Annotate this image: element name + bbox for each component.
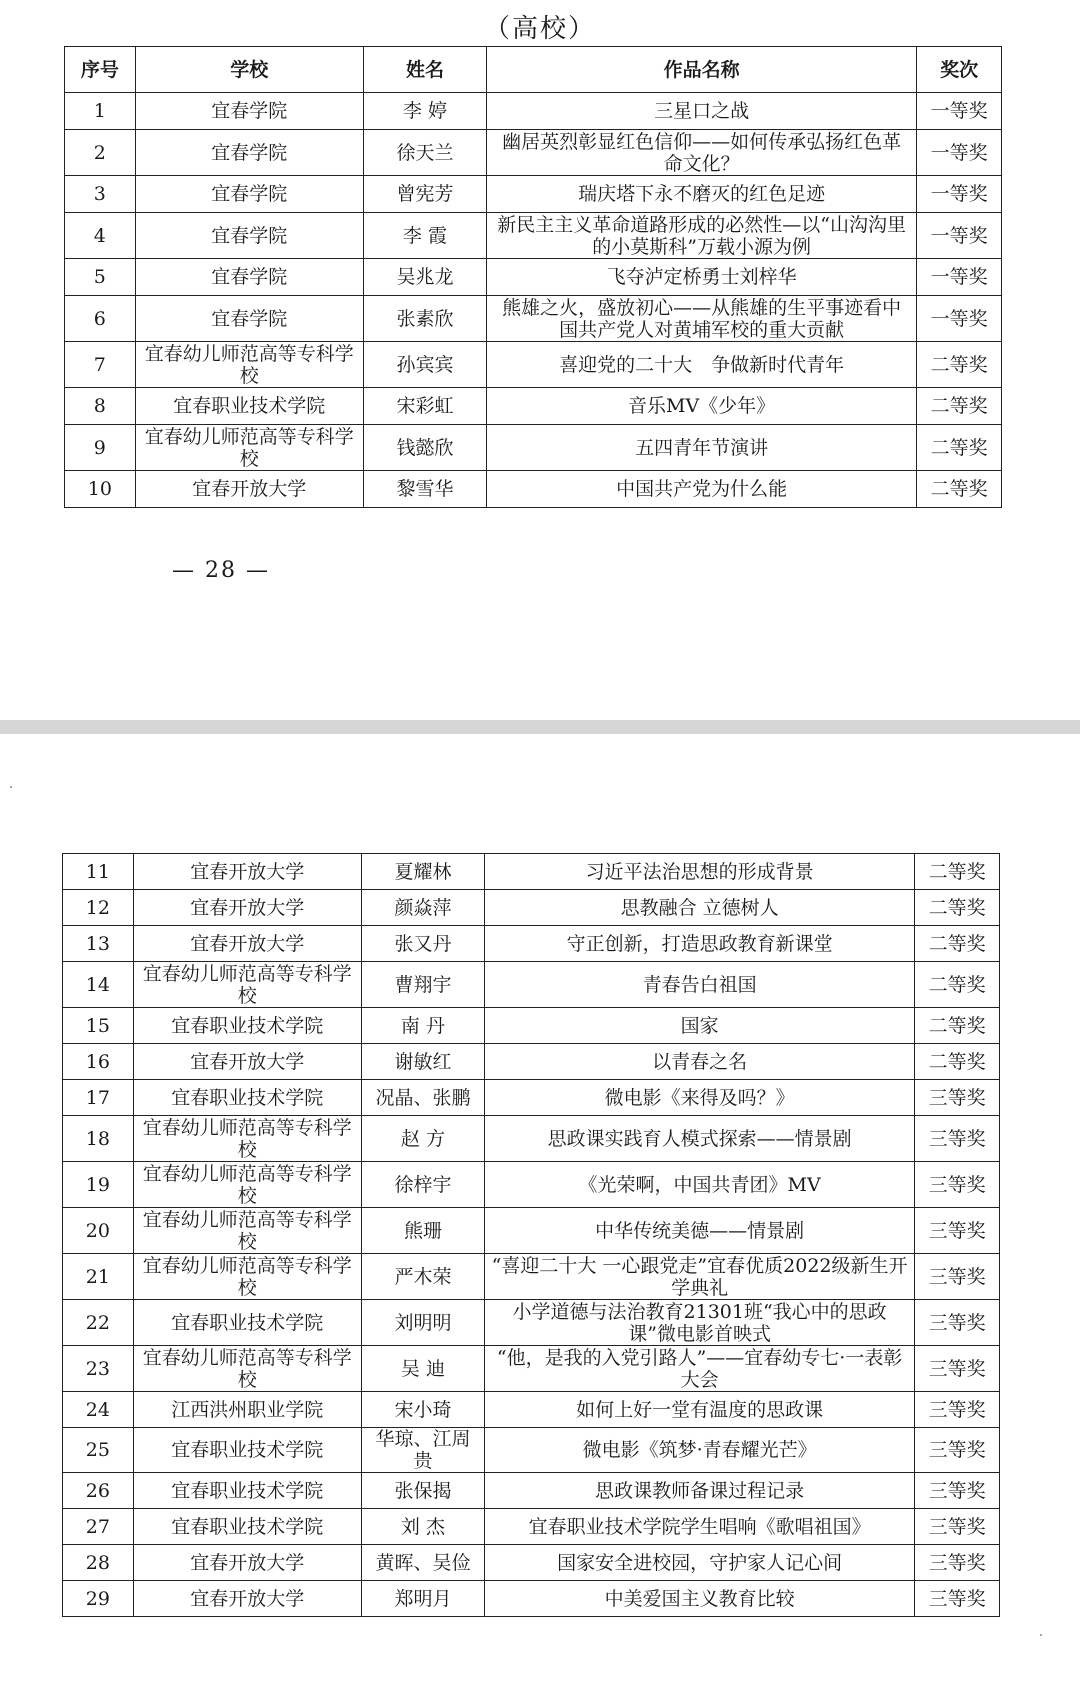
school-cell: 宜春职业技术学院 [133,1473,361,1509]
name-cell: 孙宾宾 [363,342,486,388]
award-cell: 三等奖 [915,1509,1000,1545]
work-cell: 熊雄之火，盛放初心——从熊雄的生平事迹看中国共产党人对黄埔军校的重大贡献 [487,296,917,342]
award-cell: 三等奖 [915,1080,1000,1116]
table-body-2 [63,854,1000,1617]
name-cell: 张又丹 [361,926,484,962]
name-cell: 曹翔宇 [361,962,484,1008]
work-cell: 思教融合 立德树人 [485,890,915,926]
row-number: 2 [65,130,136,176]
school-cell: 宜春幼儿师范高等专科学校 [133,1346,361,1392]
row-number: 29 [63,1581,134,1617]
award-cell: 一等奖 [917,176,1002,213]
work-cell: 微电影《筑梦·青春耀光芒》 [485,1428,915,1473]
name-cell: 郑明月 [361,1581,484,1617]
award-cell: 三等奖 [915,1162,1000,1208]
award-cell: 一等奖 [917,130,1002,176]
award-cell: 一等奖 [917,296,1002,342]
name-cell: 刘明明 [361,1300,484,1346]
name-cell: 刘 杰 [361,1509,484,1545]
table-row [63,1044,1000,1080]
table-row [65,213,1002,259]
school-cell: 江西洪州职业学院 [133,1392,361,1428]
table-row [63,1208,1000,1254]
row-number: 13 [63,926,134,962]
name-cell: 钱懿欣 [363,425,486,471]
name-cell: 吴兆龙 [363,259,486,296]
name-cell: 黎雪华 [363,471,486,508]
header-school: 学校 [135,47,363,93]
name-cell: 李 婷 [363,93,486,130]
table-row [65,471,1002,508]
work-cell: 宜春职业技术学院学生唱响《歌唱祖国》 [485,1509,915,1545]
row-number: 9 [65,425,136,471]
award-cell: 二等奖 [915,854,1000,890]
school-cell: 宜春学院 [135,93,363,130]
school-cell: 宜春学院 [135,176,363,213]
row-number: 4 [65,213,136,259]
award-cell: 三等奖 [915,1581,1000,1617]
award-cell: 三等奖 [915,1473,1000,1509]
work-cell: 音乐MV《少年》 [487,388,917,425]
table-row [65,93,1002,130]
table-row [63,1581,1000,1617]
work-cell: 新民主主义革命道路形成的必然性—以“山沟沟里的小莫斯科”万载小源为例 [487,213,917,259]
award-cell: 一等奖 [917,93,1002,130]
table-row [63,1300,1000,1346]
section-heading: （高校） [483,14,596,44]
table-row [63,1346,1000,1392]
row-number: 12 [63,890,134,926]
name-cell: 严木荣 [361,1254,484,1300]
school-cell: 宜春职业技术学院 [133,1300,361,1346]
table-row [65,425,1002,471]
awards-table-1 [64,46,1002,508]
header-award: 奖次 [917,47,1002,93]
table-row [63,1116,1000,1162]
work-cell: 幽居英烈彰显红色信仰——如何传承弘扬红色革命文化？ [487,130,917,176]
name-cell: 夏耀林 [361,854,484,890]
award-cell: 二等奖 [915,1044,1000,1080]
school-cell: 宜春学院 [135,213,363,259]
school-cell: 宜春职业技术学院 [133,1008,361,1044]
work-cell: “喜迎二十大 一心跟党走”宜春优质2022级新生开学典礼 [485,1254,915,1300]
school-cell: 宜春幼儿师范高等专科学校 [135,425,363,471]
work-cell: 《光荣啊，中国共青团》MV [485,1162,915,1208]
work-cell: 思政课实践育人模式探索——情景剧 [485,1116,915,1162]
name-cell: 宋小琦 [361,1392,484,1428]
name-cell: 徐梓宇 [361,1162,484,1208]
name-cell: 张素欣 [363,296,486,342]
page-number: — 28 — [172,558,270,583]
award-cell: 二等奖 [917,425,1002,471]
table-row [65,176,1002,213]
name-cell: 熊珊 [361,1208,484,1254]
work-cell: 思政课教师备课过程记录 [485,1473,915,1509]
row-number: 21 [63,1254,134,1300]
award-cell: 三等奖 [915,1208,1000,1254]
table-row [63,1428,1000,1473]
school-cell: 宜春职业技术学院 [133,1080,361,1116]
work-cell: 国家安全进校园，守护家人记心间 [485,1545,915,1581]
school-cell: 宜春学院 [135,130,363,176]
award-cell: 三等奖 [915,1254,1000,1300]
row-number: 19 [63,1162,134,1208]
school-cell: 宜春职业技术学院 [133,1509,361,1545]
row-number: 6 [65,296,136,342]
award-cell: 三等奖 [915,1545,1000,1581]
school-cell: 宜春开放大学 [135,471,363,508]
table-row [63,854,1000,890]
row-number: 28 [63,1545,134,1581]
award-cell: 三等奖 [915,1346,1000,1392]
award-cell: 三等奖 [915,1300,1000,1346]
work-cell: 中华传统美德——情景剧 [485,1208,915,1254]
work-cell: 瑞庆塔下永不磨灭的红色足迹 [487,176,917,213]
work-cell: 飞夺泸定桥勇士刘梓华 [487,259,917,296]
name-cell: 南 丹 [361,1008,484,1044]
school-cell: 宜春幼儿师范高等专科学校 [133,1162,361,1208]
work-cell: 中美爱国主义教育比较 [485,1581,915,1617]
name-cell: 况晶、张鹏 [361,1080,484,1116]
work-cell: 国家 [485,1008,915,1044]
table-row [65,296,1002,342]
school-cell: 宜春职业技术学院 [135,388,363,425]
school-cell: 宜春开放大学 [133,926,361,962]
name-cell: 李 霞 [363,213,486,259]
row-number: 26 [63,1473,134,1509]
award-cell: 二等奖 [917,388,1002,425]
work-cell: 如何上好一堂有温度的思政课 [485,1392,915,1428]
row-number: 23 [63,1346,134,1392]
award-cell: 三等奖 [915,1392,1000,1428]
row-number: 8 [65,388,136,425]
row-number: 18 [63,1116,134,1162]
award-cell: 二等奖 [915,890,1000,926]
row-number: 7 [65,342,136,388]
row-number: 22 [63,1300,134,1346]
school-cell: 宜春开放大学 [133,854,361,890]
table-row [63,1392,1000,1428]
name-cell: 吴 迪 [361,1346,484,1392]
awards-table-2 [62,853,1000,1617]
header-name: 姓名 [363,47,486,93]
award-cell: 二等奖 [917,342,1002,388]
table-body-1 [65,93,1002,508]
header-no: 序号 [65,47,136,93]
table-row [63,1545,1000,1581]
row-number: 11 [63,854,134,890]
table-row [63,1080,1000,1116]
row-number: 27 [63,1509,134,1545]
scan-speck [10,786,12,788]
school-cell: 宜春学院 [135,296,363,342]
school-cell: 宜春开放大学 [133,890,361,926]
work-cell: 以青春之名 [485,1044,915,1080]
table-row [65,388,1002,425]
work-cell: 三星口之战 [487,93,917,130]
name-cell: 宋彩虹 [363,388,486,425]
document-page-1 [0,0,1080,720]
row-number: 16 [63,1044,134,1080]
school-cell: 宜春开放大学 [133,1044,361,1080]
table-row [63,1473,1000,1509]
table-row [63,1509,1000,1545]
table-header-row [65,47,1002,93]
award-cell: 二等奖 [917,471,1002,508]
table-row [63,1008,1000,1044]
table-row [63,962,1000,1008]
table-row [63,1254,1000,1300]
work-cell: 习近平法治思想的形成背景 [485,854,915,890]
scan-speck [1040,1634,1042,1636]
school-cell: 宜春幼儿师范高等专科学校 [135,342,363,388]
name-cell: 黄晖、吴俭 [361,1545,484,1581]
work-cell: “他，是我的入党引路人”——宜春幼专七·一表彰大会 [485,1346,915,1392]
row-number: 14 [63,962,134,1008]
row-number: 20 [63,1208,134,1254]
name-cell: 谢敏红 [361,1044,484,1080]
work-cell: 青春告白祖国 [485,962,915,1008]
school-cell: 宜春学院 [135,259,363,296]
name-cell: 张保揭 [361,1473,484,1509]
award-cell: 二等奖 [915,1008,1000,1044]
name-cell: 徐天兰 [363,130,486,176]
row-number: 3 [65,176,136,213]
work-cell: 小学道德与法治教育21301班“我心中的思政课”微电影首映式 [485,1300,915,1346]
row-number: 25 [63,1428,134,1473]
work-cell: 喜迎党的二十大 争做新时代青年 [487,342,917,388]
row-number: 24 [63,1392,134,1428]
school-cell: 宜春开放大学 [133,1581,361,1617]
header-work: 作品名称 [487,47,917,93]
school-cell: 宜春幼儿师范高等专科学校 [133,1116,361,1162]
work-cell: 守正创新，打造思政教育新课堂 [485,926,915,962]
row-number: 10 [65,471,136,508]
award-cell: 二等奖 [915,962,1000,1008]
table-row [63,1162,1000,1208]
row-number: 17 [63,1080,134,1116]
table-row [63,890,1000,926]
name-cell: 颜焱萍 [361,890,484,926]
award-cell: 二等奖 [915,926,1000,962]
award-cell: 三等奖 [915,1428,1000,1473]
table-row [65,130,1002,176]
award-cell: 三等奖 [915,1116,1000,1162]
school-cell: 宜春开放大学 [133,1545,361,1581]
page-separator [0,720,1080,734]
row-number: 5 [65,259,136,296]
name-cell: 赵 方 [361,1116,484,1162]
school-cell: 宜春幼儿师范高等专科学校 [133,1254,361,1300]
award-cell: 一等奖 [917,259,1002,296]
table-row [65,259,1002,296]
table-row [63,926,1000,962]
document-page-2 [0,734,1080,1688]
school-cell: 宜春幼儿师范高等专科学校 [133,1208,361,1254]
table-row [65,342,1002,388]
work-cell: 中国共产党为什么能 [487,471,917,508]
school-cell: 宜春职业技术学院 [133,1428,361,1473]
name-cell: 曾宪芳 [363,176,486,213]
row-number: 15 [63,1008,134,1044]
row-number: 1 [65,93,136,130]
school-cell: 宜春幼儿师范高等专科学校 [133,962,361,1008]
name-cell: 华琼、江周贵 [361,1428,484,1473]
work-cell: 微电影《来得及吗？》 [485,1080,915,1116]
work-cell: 五四青年节演讲 [487,425,917,471]
award-cell: 一等奖 [917,213,1002,259]
